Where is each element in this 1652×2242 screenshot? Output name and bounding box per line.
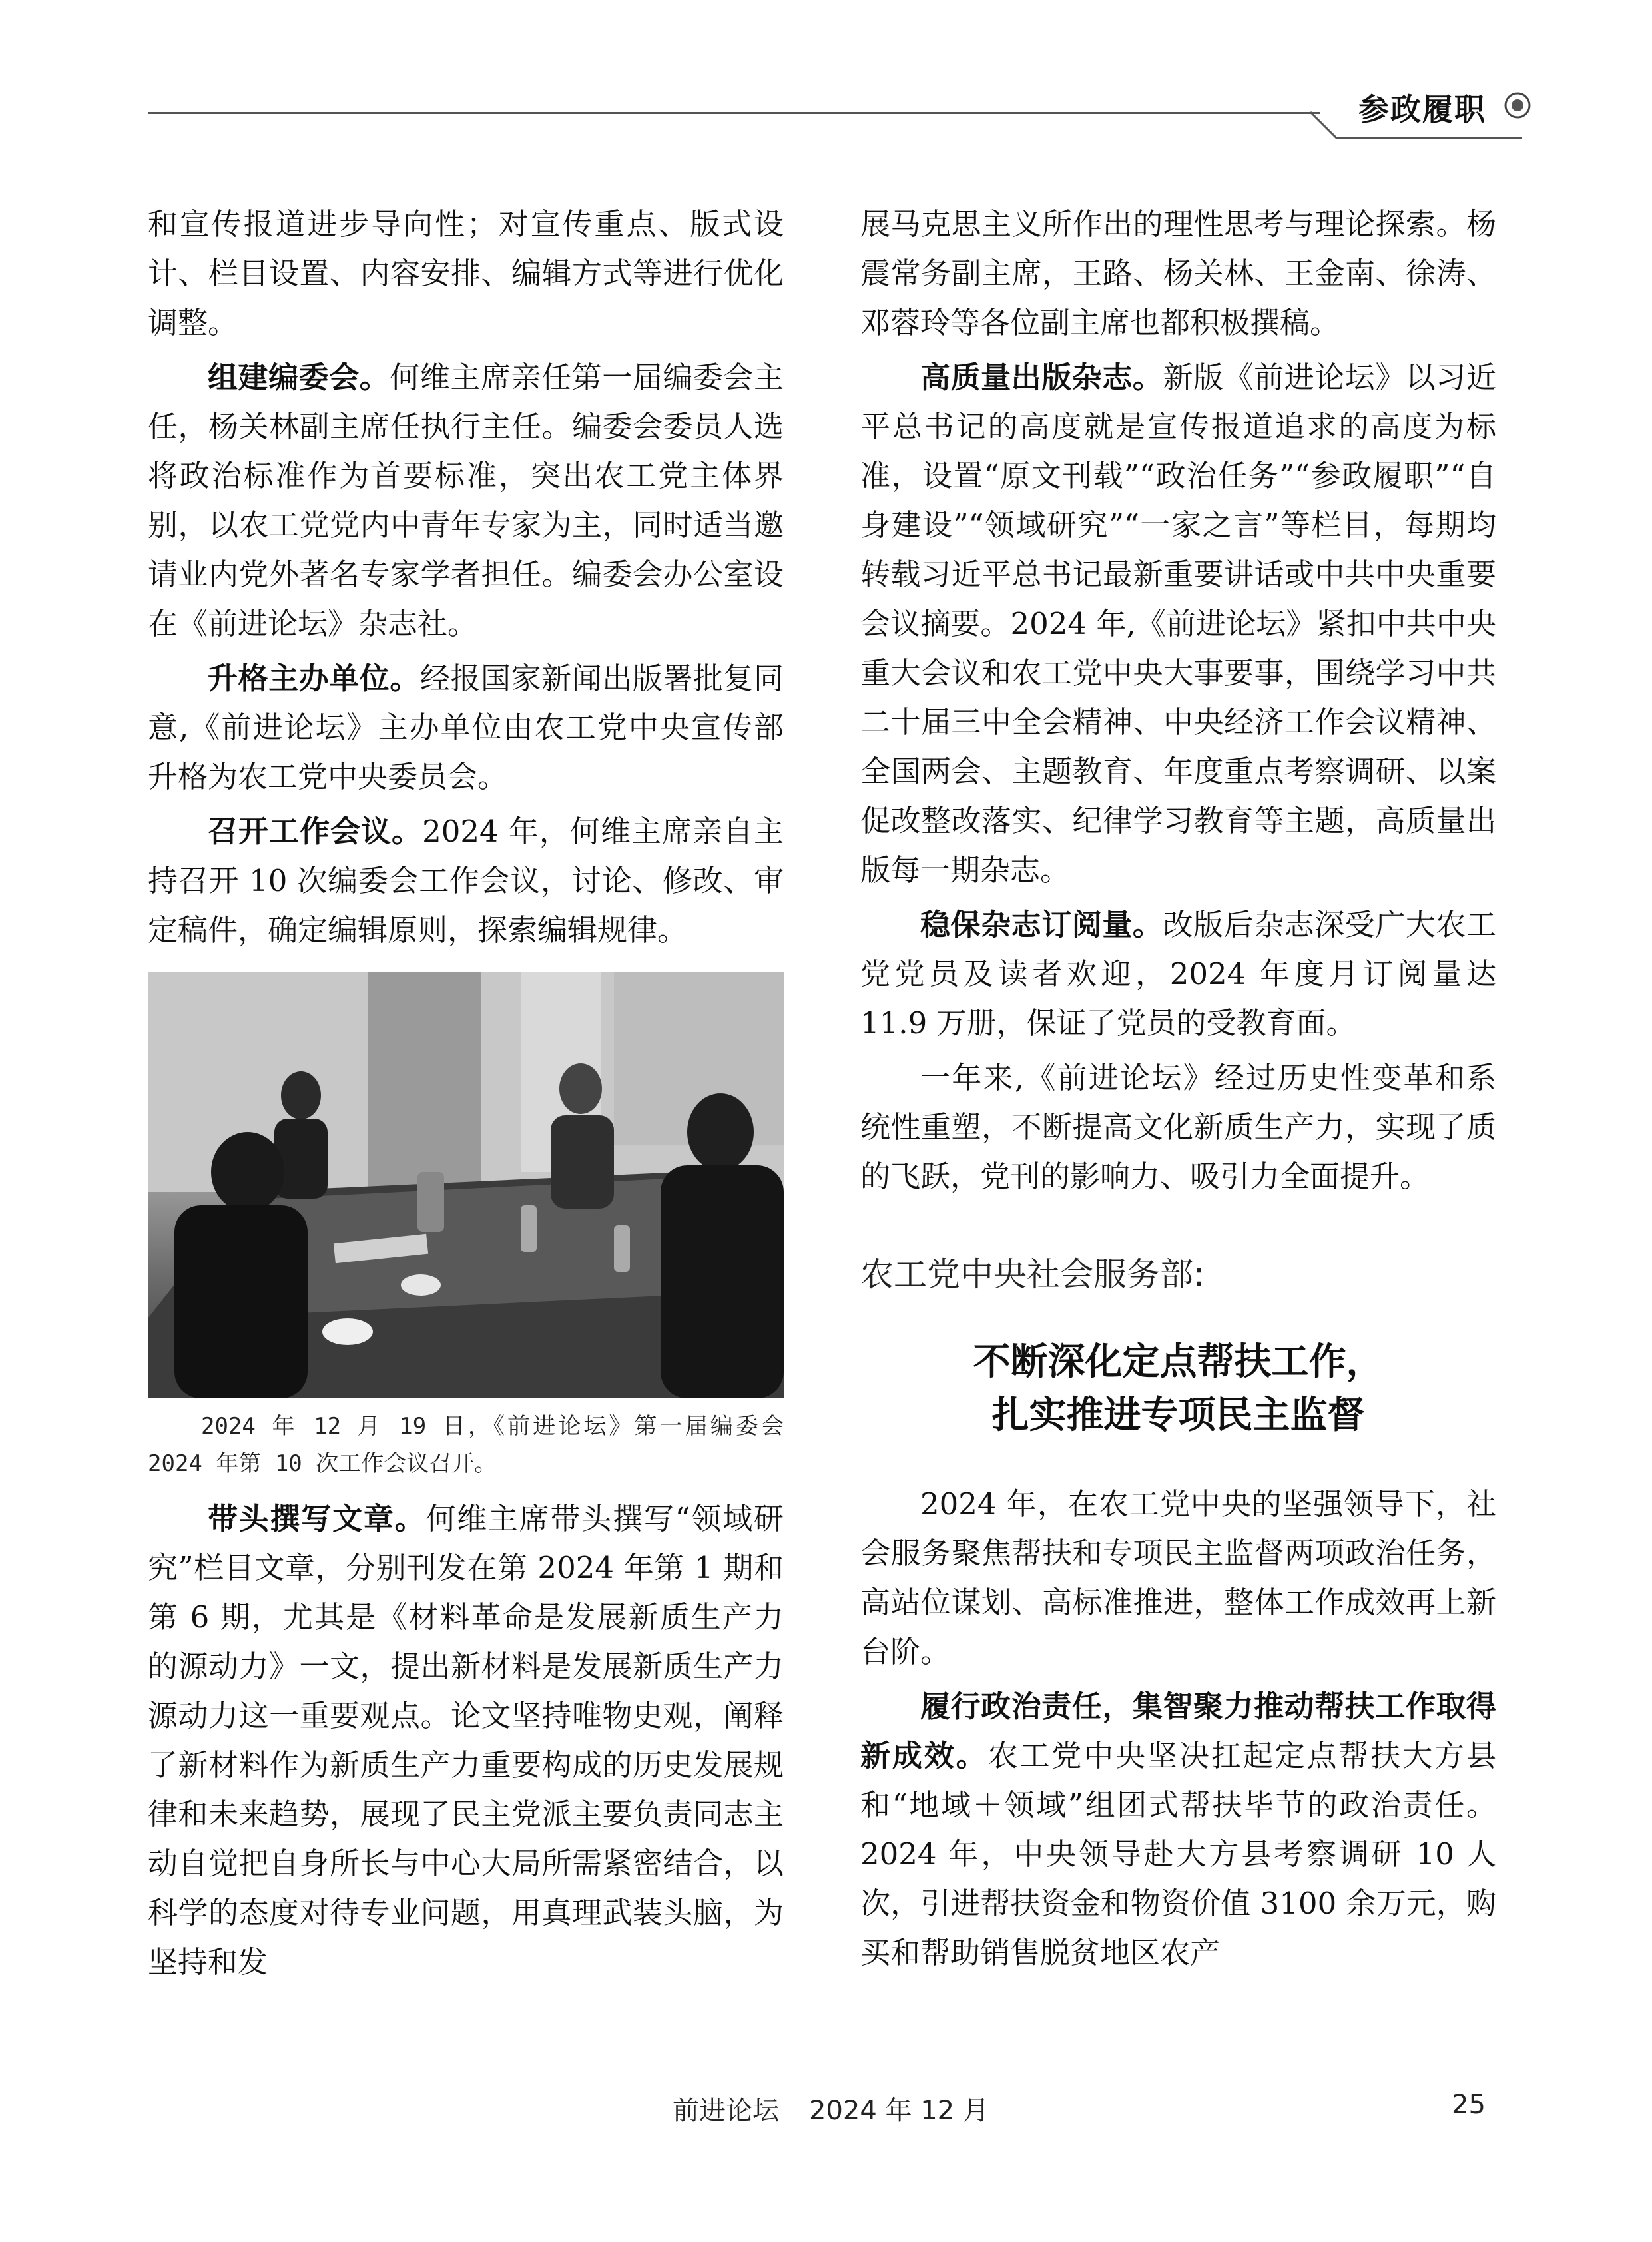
paragraph-high-quality-publishing: 高质量出版杂志。新版《前进论坛》以习近平总书记的高度就是宣传报道追求的高度为标准，设置“原文刊载”“政治任务”“参政履职”“自身建设”“领域研究”“一家之言”等栏目，每期均转载习近平总书记最新重要讲话或中共中央重要会议摘要。2024 年,《前进论坛》紧扣中共中央重大会议和农工党中央大事要事，围绕学习中共二十届三中全会精神、中央经济工作会议精神、全国两会、主题教育、年度重点考察调研、以案促改整改落实、纪律学习教育等主题，高质量出版每一期杂志。 <box>860 360 1496 888</box>
paragraph-summary: 一年来,《前进论坛》经过历史性变革和系统性重塑，不断提高文化新质生产力，实现了质的飞跃，党刊的影响力、吸引力全面提升。 <box>860 1060 1496 1194</box>
meeting-photo <box>148 972 784 1398</box>
footer-issue-date: 2024 年 12 月 <box>809 2096 989 2126</box>
page-number: 25 <box>1452 2090 1486 2120</box>
department-heading: 农工党中央社会服务部: <box>860 1255 1205 1294</box>
target-circle-icon <box>1504 91 1531 119</box>
paragraph-editorial-board: 组建编委会。何维主席亲任第一届编委会主任，杨关林副主席任执行主任。编委会委员人选将政治标准作为首要标准，突出农工党主体界别，以农工党党内中青年专家为主，同时适当邀请业内党外著名专家学者担任。编委会办公室设在《前进论坛》杂志社。 <box>148 360 784 641</box>
photo-caption: 2024 年 12 月 19 日，《前进论坛》第一届编委会 2024 年第 10 次工作会议召开。 <box>148 1413 784 1477</box>
left-column <box>148 200 784 1992</box>
footer-journal-name: 前进论坛 <box>673 2096 779 2126</box>
paragraph-continued-right: 展马克思主义所作出的理性思考与理论探索。杨震常务副主席，王路、杨关林、王金南、徐涛、邓蓉玲等各位副主席也都积极撰稿。 <box>860 206 1496 340</box>
paragraph-political-responsibility: 履行政治责任，集智聚力推动帮扶工作取得新成效。农工党中央坚决扛起定点帮扶大方县和“地域＋领域”组团式帮扶毕节的政治责任。2024 年，中央领导赴大方县考察调研 10 人次，引进帮扶资金和物资价值 3100 余万元，购买和帮助销售脱贫地区农产 <box>860 1689 1496 1970</box>
paragraph-work-meetings: 召开工作会议。2024 年，何维主席亲自主持召开 10 次编委会工作会议，讨论、修改、审定稿件，确定编辑原则，探索编辑规律。 <box>148 814 784 948</box>
paragraph-sponsor-upgrade: 升格主办单位。经报国家新闻出版署批复同意,《前进论坛》主办单位由农工党中央宣传部升格为农工党中央委员会。 <box>148 661 784 794</box>
header-rule-slant <box>1310 107 1337 140</box>
section-tag: 参政履职 <box>1358 91 1486 127</box>
article-title-line-1: 不断深化定点帮扶工作， <box>973 1340 1384 1384</box>
paragraph-subscriptions: 稳保杂志订阅量。改版后杂志深受广大农工党党员及读者欢迎，2024 年度月订阅量达 11.9 万册，保证了党员的受教育面。 <box>860 907 1496 1041</box>
right-column <box>860 200 1496 1983</box>
article-title <box>860 1336 1496 1442</box>
header-rule-lower <box>1336 137 1522 139</box>
article-title-line-2: 扎实推进专项民主监督 <box>991 1394 1365 1437</box>
paragraph-intro-2024: 2024 年，在农工党中央的坚强领导下，社会服务聚焦帮扶和专项民主监督两项政治任务，高站位谋划、高标准推进，整体工作成效再上新台阶。 <box>860 1486 1496 1669</box>
header-rule <box>148 112 1320 114</box>
paragraph-continued: 和宣传报道进步导向性；对宣传重点、版式设计、栏目设置、内容安排、编辑方式等进行优化调整。 <box>148 206 784 340</box>
paragraph-writing-articles: 带头撰写文章。何维主席带头撰写“领域研究”栏目文章，分别刊发在第 2024 年第 1 期和第 6 期，尤其是《材料革命是发展新质生产力的源动力》一文，提出新材料是发展新质生产力源动力这一重要观点。论文坚持唯物史观，阐释了新材料作为新质生产力重要构成的历史发展规律和未来趋势，展现了民主党派主要负责同志主动自觉把自身所长与中心大局所需紧密结合，以科学的态度对待专业问题，用真理武装头脑，为坚持和发 <box>148 1501 784 1980</box>
